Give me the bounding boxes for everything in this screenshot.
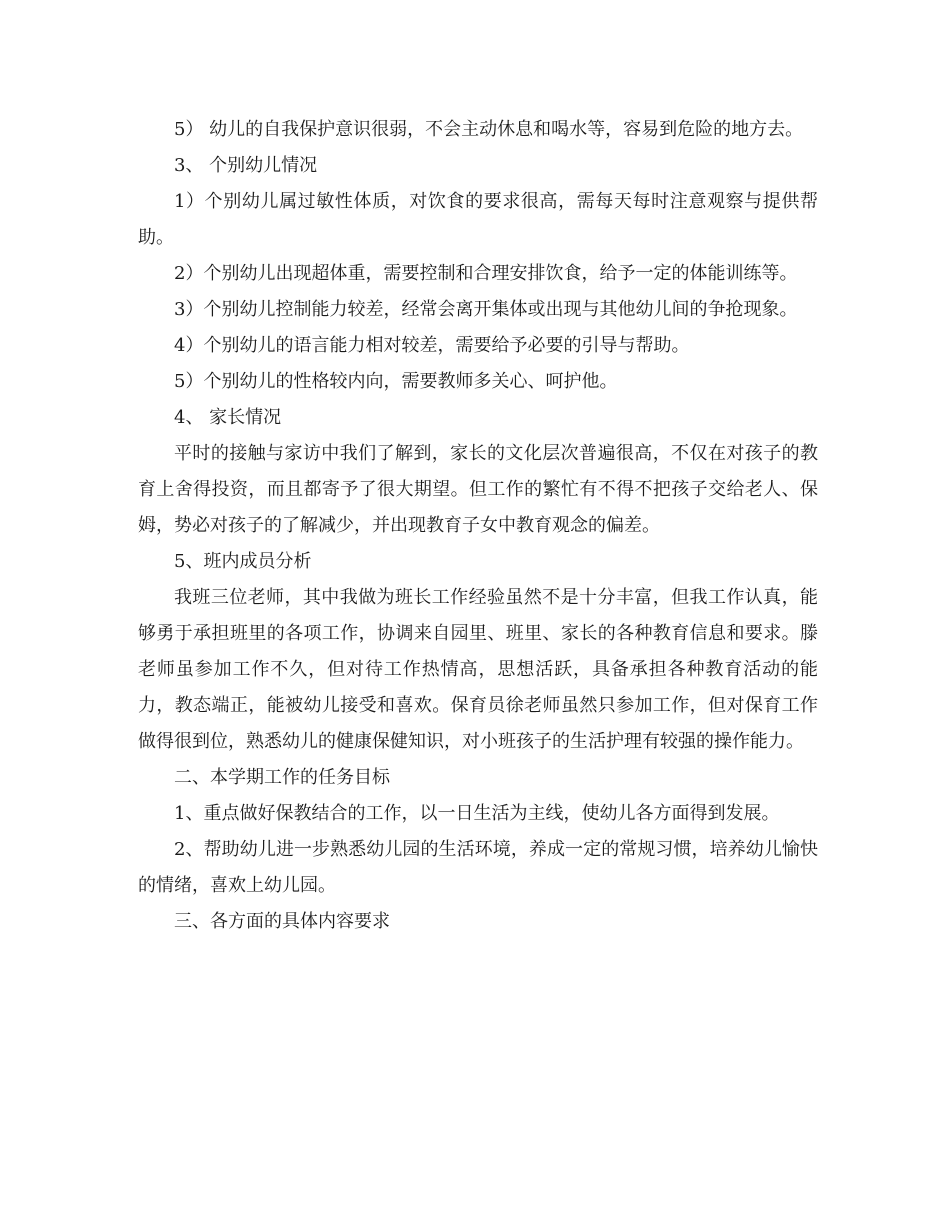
heading-individual-children: 3、 个别幼儿情况 <box>174 155 318 176</box>
heading-specific-requirements: 三、各方面的具体内容要求 <box>174 911 390 932</box>
heading-class-members: 5、班内成员分析 <box>174 551 312 572</box>
paragraph-self-protection: 5） 幼儿的自我保护意识很弱，不会主动休息和喝水等，容易到危险的地方去。 <box>174 119 804 140</box>
paragraph-parents: 平时的接触与家访中我们了解到，家长的文化层次普遍很高，不仅在对孩子的教育上舍得投资，而且都寄予了很大期望。但工作的繁忙有不得不把孩子交给老人、保姆，势必对孩子的了解减少，并出现教育子女中教育观念的偏差。 <box>138 443 818 536</box>
paragraph-goal-2: 2、帮助幼儿进一步熟悉幼儿园的生活环境，养成一定的常规习惯，培养幼儿愉快的情绪，喜欢上幼儿园。 <box>138 839 818 896</box>
paragraph-language: 4）个别幼儿的语言能力相对较差，需要给予必要的引导与帮助。 <box>174 335 690 356</box>
paragraph-overweight: 2）个别幼儿出现超体重，需要控制和合理安排饮食，给予一定的体能训练等。 <box>174 263 798 284</box>
paragraph-self-control: 3）个别幼儿控制能力较差，经常会离开集体或出现与其他幼儿间的争抢现象。 <box>174 299 798 320</box>
paragraph-allergy: 1）个别幼儿属过敏性体质，对饮食的要求很高，需每天每时注意观察与提供帮助。 <box>138 191 818 248</box>
heading-semester-goals: 二、本学期工作的任务目标 <box>174 767 390 788</box>
paragraph-class-members: 我班三位老师，其中我做为班长工作经验虽然不是十分丰富，但我工作认真，能够勇于承担班里的各项工作，协调来自园里、班里、家长的各种教育信息和要求。滕老师虽参加工作不久，但对待工作热情高，思想活跃，具备承担各种教育活动的能力，教态端正，能被幼儿接受和喜欢。保育员徐老师虽然只参加工作，但对保育工作做得很到位，熟悉幼儿的健康保健知识，对小班孩子的生活护理有较强的操作能力。 <box>138 587 818 752</box>
heading-parents: 4、 家长情况 <box>174 407 282 428</box>
paragraph-introverted: 5）个别幼儿的性格较内向，需要教师多关心、呵护他。 <box>174 371 618 392</box>
paragraph-goal-1: 1、重点做好保教结合的工作，以一日生活为主线，使幼儿各方面得到发展。 <box>174 803 780 824</box>
document-body <box>138 112 818 940</box>
